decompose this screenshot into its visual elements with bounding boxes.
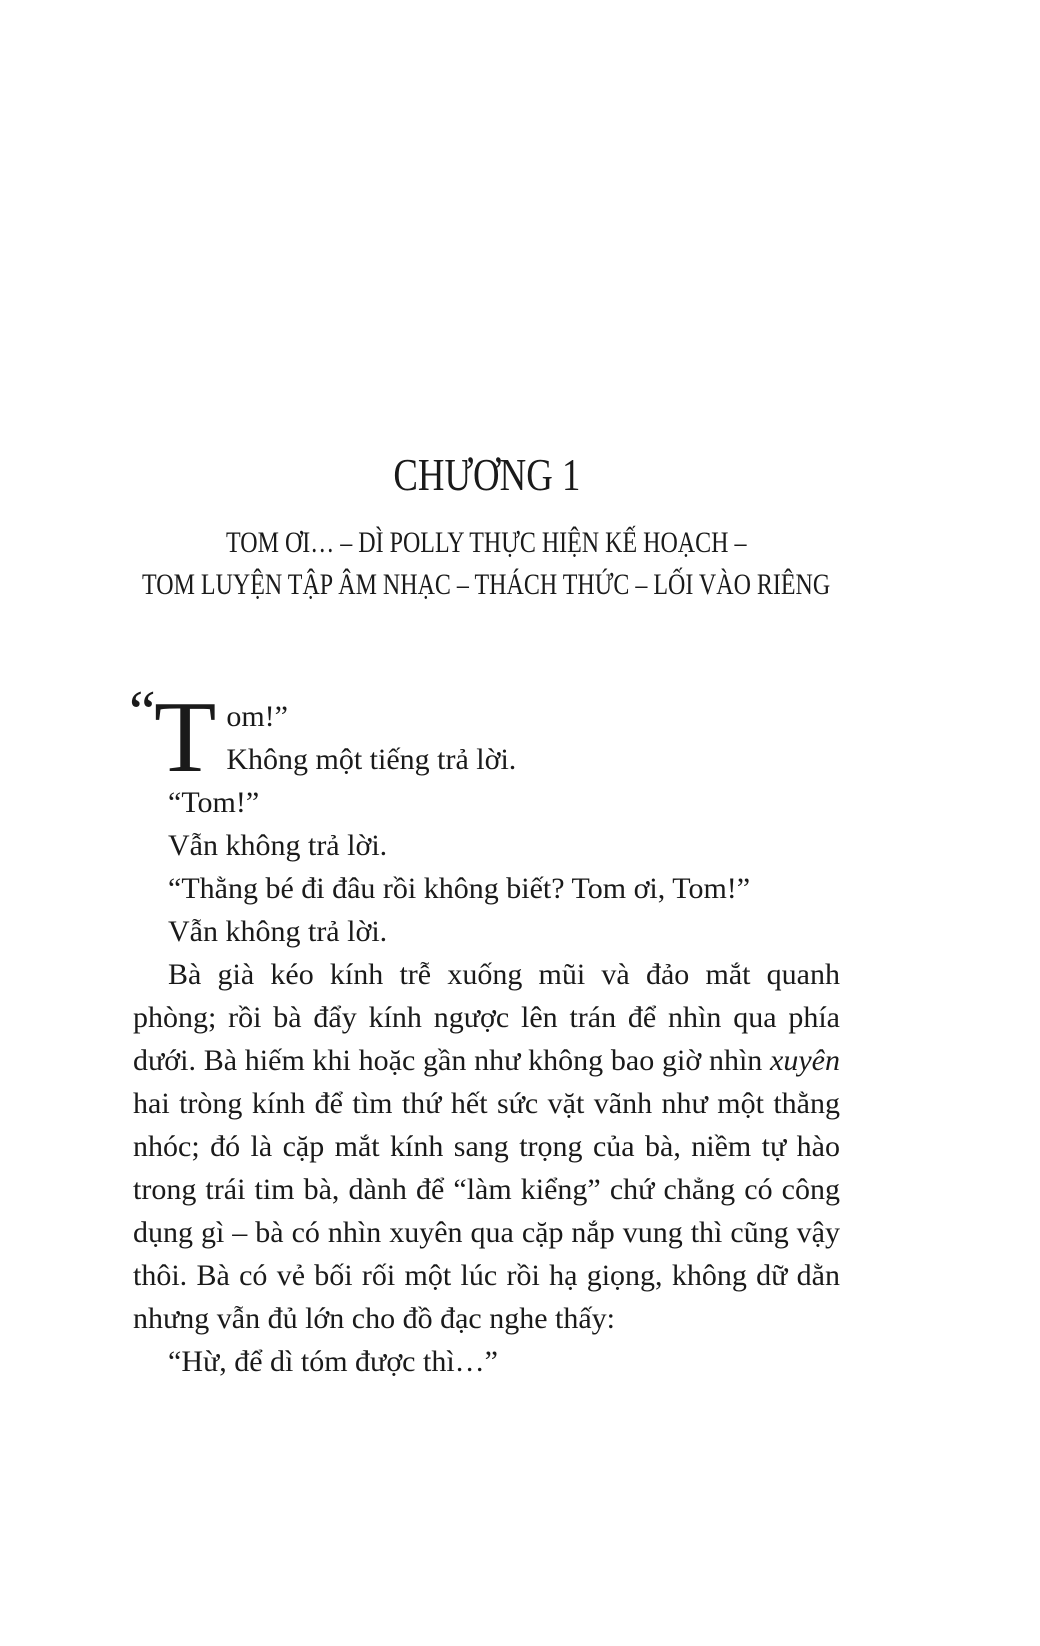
- chapter-subtitle: [133, 522, 840, 606]
- closing-dialog-line: “Hừ, để dì tóm được thì…”: [168, 1345, 498, 1378]
- chapter-body: [129, 679, 840, 1383]
- paragraph-text-before-italic: Bà già kéo kính trễ xuống mũi và đảo mắt quanh phòng; rồi bà đẩy kính ngược lên trán để nhìn qua phía dưới. Bà hiếm khi hoặc gần như không bao giờ nhìn: [133, 958, 840, 1077]
- open-quote-mark: “: [129, 679, 156, 745]
- drop-cap: [129, 679, 217, 794]
- chapter-heading-text: CHƯƠNG 1: [392, 449, 580, 500]
- dialog-line-3: “Thằng bé đi đâu rồi không biết? Tom ơi, Tom!”: [168, 872, 751, 905]
- subtitle-line-1: TOM ƠI… – DÌ POLLY THỰC HIỆN KẾ HOẠCH –: [226, 526, 747, 559]
- drop-cap-letter: T: [154, 681, 217, 794]
- italic-word: xuyên: [770, 1044, 840, 1077]
- paragraph-text-after-italic: hai tròng kính để tìm thứ hết sức vặt vãnh như một thằng nhóc; đó là cặp mắt kính sang trọng của bà, niềm tự hào trong trái tim bà, dành để “làm kiểng” chứ chẳng có công dụng gì – bà có nhìn xuyên qua cặp nắp vung thì cũng vậy thôi. Bà có vẻ bối rối một lúc rồi hạ giọng, không dữ dằn nhưng vẫn đủ lớn cho đồ đạc nghe thấy:: [133, 1087, 840, 1335]
- subtitle-line-2: TOM LUYỆN TẬP ÂM NHẠC – THÁCH THỨC – LỐI VÀO RIÊNG: [142, 568, 831, 601]
- dialog-line-1: “Tom!”: [168, 786, 260, 819]
- opening-line2-text: Không một tiếng trả lời.: [226, 743, 517, 776]
- dialog-line-4: Vẫn không trả lời.: [168, 915, 388, 948]
- chapter-heading: [133, 0, 840, 498]
- main-paragraph: [133, 953, 840, 1340]
- opening-paragraph: [129, 679, 840, 794]
- dialog-line-2: Vẫn không trả lời.: [168, 829, 388, 862]
- opening-line-text: om!”: [226, 700, 288, 733]
